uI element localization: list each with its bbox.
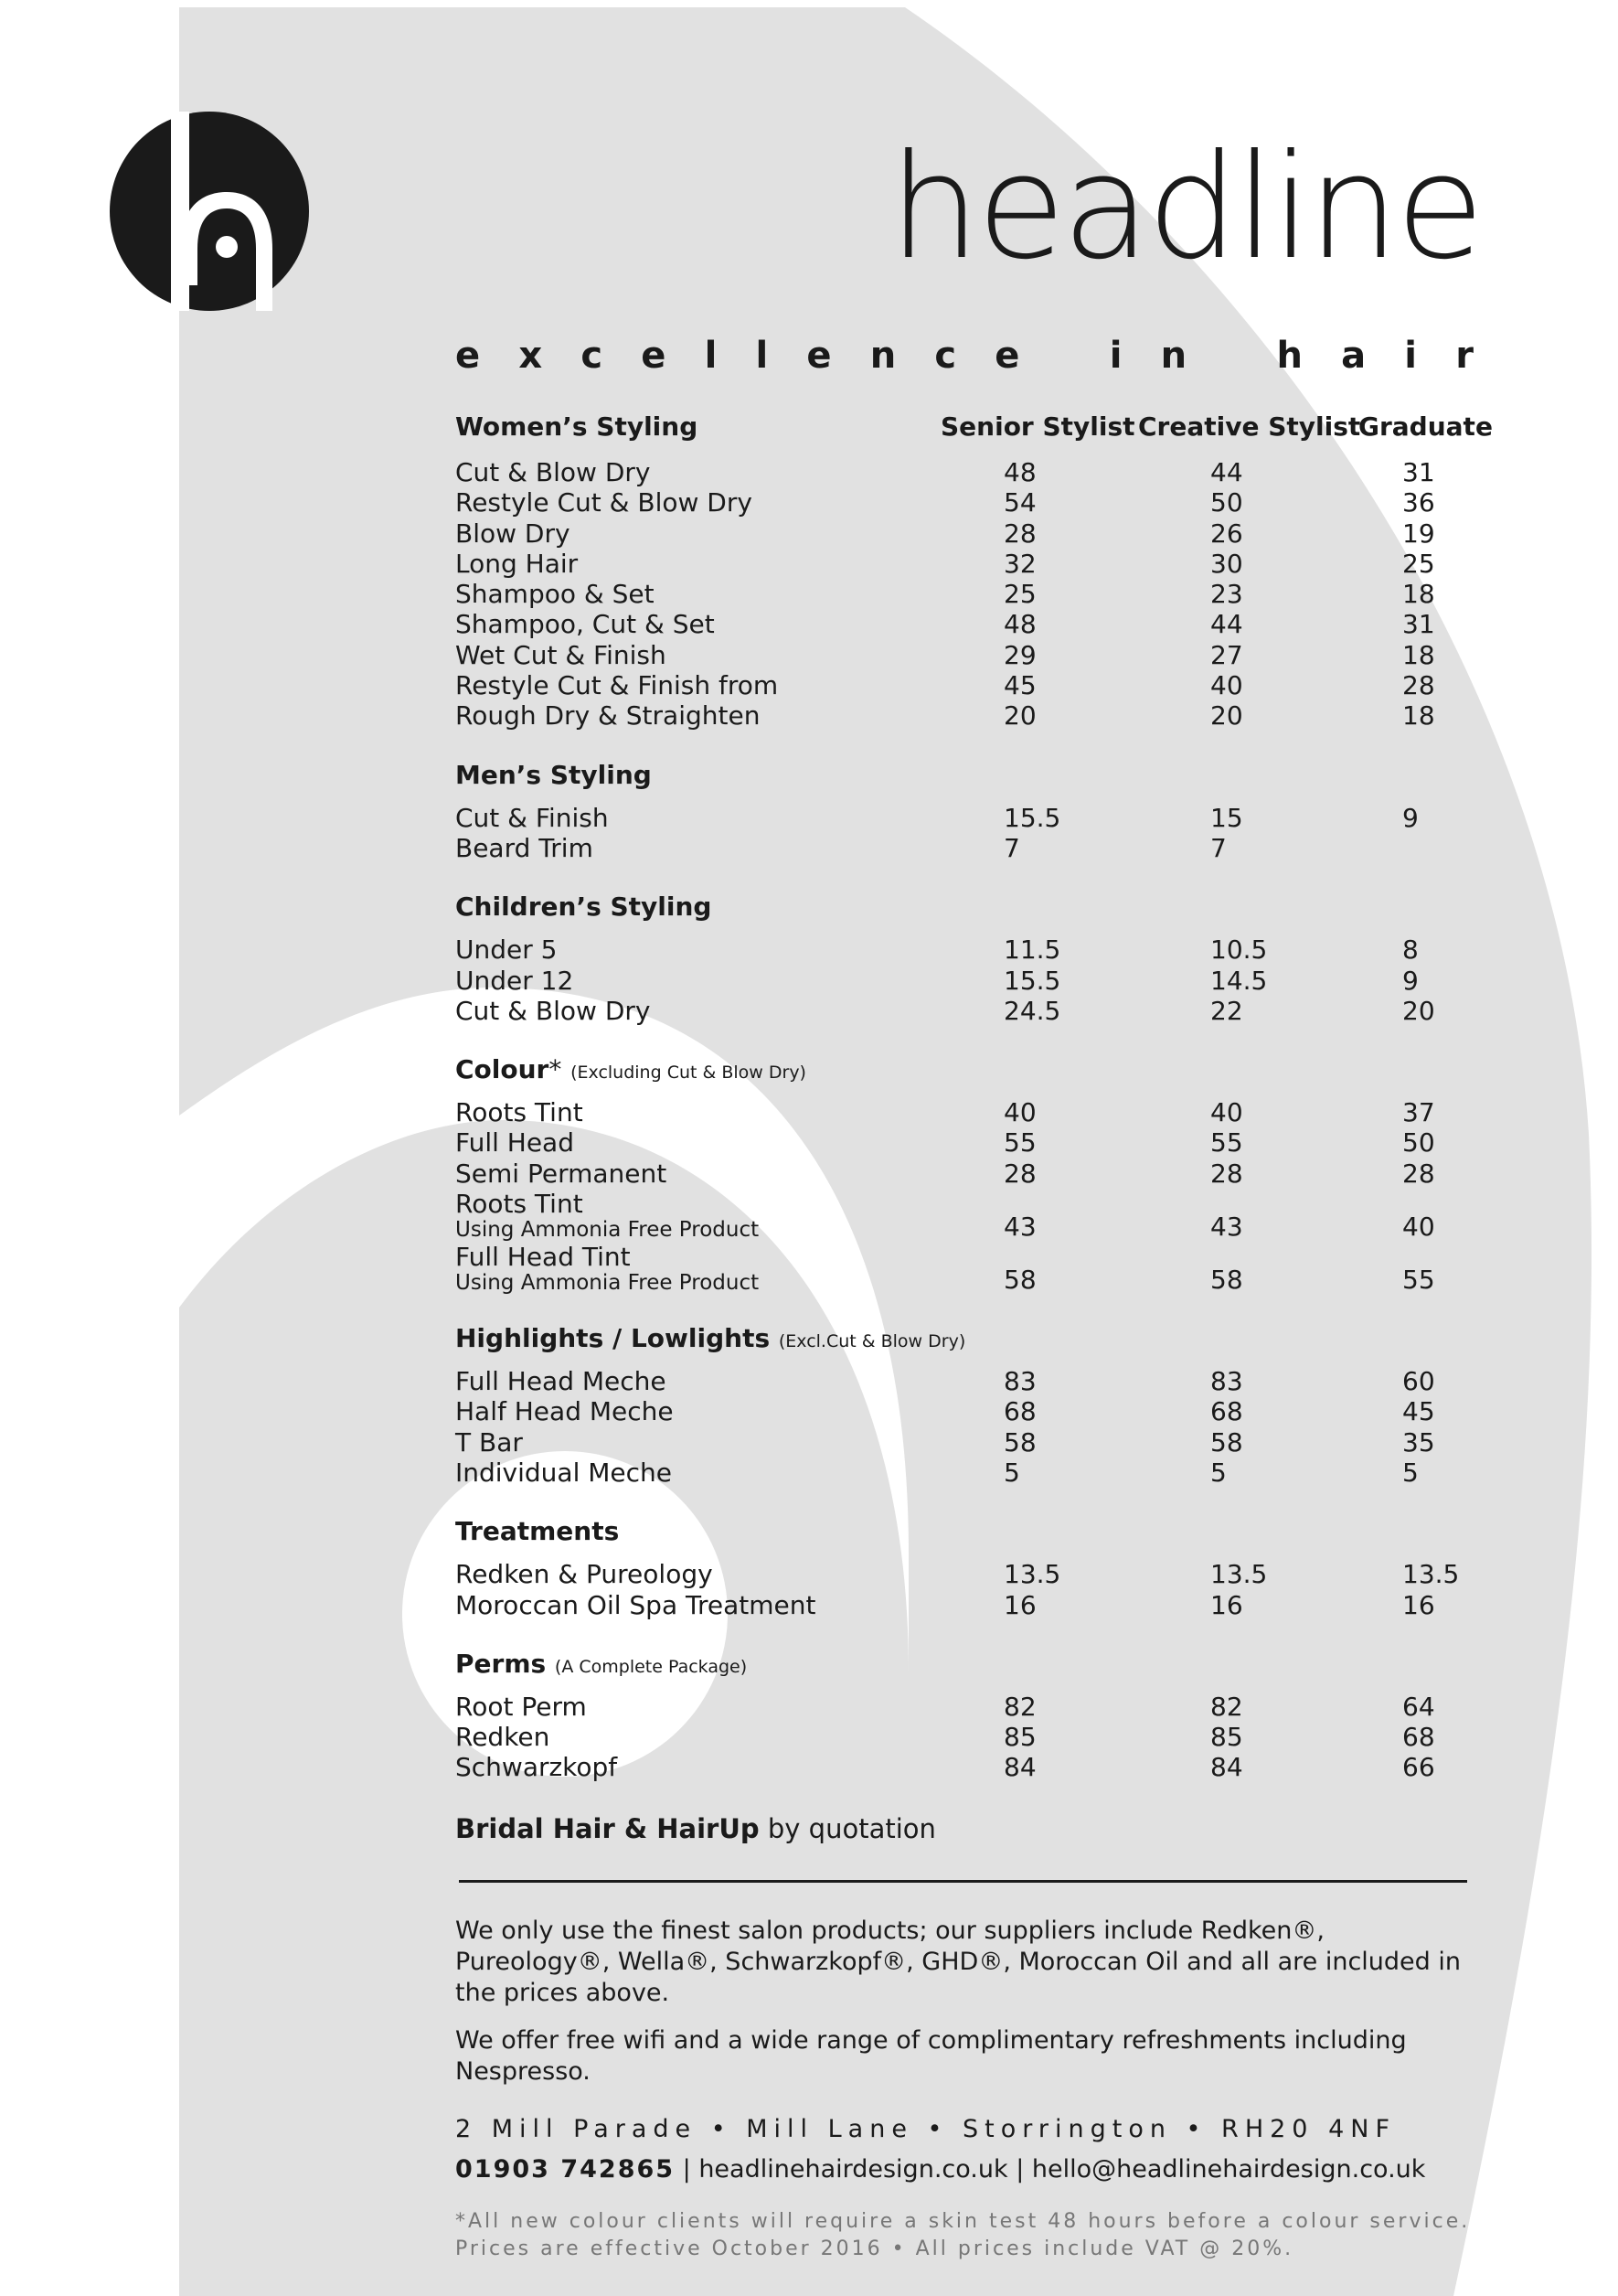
service-name-text: Half Head Meche (455, 1396, 674, 1427)
price-graduate: 35 (1402, 1426, 1435, 1458)
section-title-mens: Men’s Styling (455, 759, 652, 790)
colour-list (455, 1097, 1477, 1295)
phone-number: 01903 742865 (455, 2154, 676, 2184)
womens-header-row (455, 411, 1493, 446)
price-creative: 44 (1210, 609, 1243, 640)
service-name-text: Full Head Tint (455, 1242, 631, 1273)
price-senior: 24.5 (1004, 995, 1061, 1026)
service-name (455, 1559, 713, 1589)
section-heading-colour (455, 1053, 1477, 1086)
price-senior: 13.5 (1004, 1559, 1061, 1590)
colour-section (455, 1053, 1477, 1295)
mens-styling-list (455, 803, 1477, 864)
service-name (455, 1127, 574, 1158)
price-creative: 83 (1210, 1366, 1243, 1397)
price-row (455, 579, 1477, 609)
service-name-text: Full Head Meche (455, 1366, 666, 1397)
price-creative: 58 (1210, 1265, 1243, 1296)
treatments-list (455, 1559, 1477, 1620)
price-senior: 45 (1004, 670, 1037, 701)
mens-section (455, 759, 1477, 864)
section-heading-perms (455, 1648, 1477, 1681)
service-name (455, 1097, 583, 1127)
price-creative: 40 (1210, 1097, 1243, 1128)
price-creative: 50 (1210, 487, 1243, 518)
divider (459, 1880, 1467, 1883)
price-senior: 84 (1004, 1752, 1037, 1783)
service-name (455, 1590, 816, 1620)
price-creative: 13.5 (1210, 1559, 1268, 1590)
price-row (455, 996, 1477, 1026)
fine-print-skin-test: *All new colour clients will require a skin test 48 hours before a colour service. (455, 2209, 1471, 2233)
tagline-letter: h (1276, 335, 1303, 377)
service-name (455, 996, 650, 1026)
service-name-text: Long Hair (455, 548, 579, 579)
service-name-text: T Bar (455, 1426, 523, 1458)
section-title-colour: Colour (455, 1054, 549, 1085)
service-name (455, 579, 655, 609)
price-graduate: 13.5 (1402, 1559, 1460, 1590)
price-graduate: 16 (1402, 1589, 1435, 1620)
column-creative-stylist: Creative Stylist (1138, 411, 1361, 442)
price-creative: 43 (1210, 1212, 1243, 1243)
fine-print-prices: Prices are effective October 2016 • All prices include VAT @ 20%. (455, 2237, 1294, 2260)
price-row (455, 640, 1477, 670)
service-name-text: Moroccan Oil Spa Treatment (455, 1589, 816, 1620)
price-senior: 28 (1004, 518, 1037, 549)
contact-line (455, 2153, 1477, 2186)
bridal-text: by quotation (767, 1812, 936, 1844)
service-name (455, 640, 666, 670)
service-name-text: Schwarzkopf (455, 1752, 618, 1783)
price-graduate: 28 (1402, 1158, 1435, 1189)
price-row (455, 1590, 1477, 1620)
tagline-letter: l (755, 335, 769, 377)
service-note: Using Ammonia Free Product (455, 1271, 760, 1296)
price-row (455, 1458, 1477, 1488)
price-row (455, 670, 1477, 700)
price-graduate: 37 (1402, 1097, 1435, 1128)
price-creative: 68 (1210, 1396, 1243, 1427)
price-creative: 40 (1210, 670, 1243, 701)
price-creative: 58 (1210, 1426, 1243, 1458)
service-name-text: Shampoo & Set (455, 579, 655, 610)
price-graduate: 20 (1402, 995, 1435, 1026)
tagline-letter: i (1109, 335, 1123, 377)
tagline-letter: a (1341, 335, 1367, 377)
price-senior: 7 (1004, 832, 1020, 863)
price-creative: 44 (1210, 457, 1243, 487)
price-row (455, 518, 1477, 549)
price-row (455, 1127, 1477, 1158)
price-row (455, 833, 1477, 863)
price-graduate: 66 (1402, 1752, 1435, 1783)
price-graduate: 60 (1402, 1366, 1435, 1397)
service-name-text: Semi Permanent (455, 1158, 667, 1189)
highlights-note: (Excl.Cut & Blow Dry) (778, 1331, 966, 1352)
price-creative: 30 (1210, 548, 1243, 579)
price-row (455, 700, 1477, 731)
perms-note: (A Complete Package) (554, 1656, 748, 1677)
price-graduate: 64 (1402, 1691, 1435, 1722)
service-name (455, 1396, 674, 1426)
service-name (455, 1242, 759, 1294)
price-senior: 43 (1004, 1212, 1037, 1243)
price-row (455, 1752, 1477, 1782)
price-creative: 16 (1210, 1589, 1243, 1620)
price-row (455, 457, 1477, 487)
tagline-letter: l (704, 335, 718, 377)
price-row (455, 1366, 1477, 1396)
price-graduate: 55 (1402, 1265, 1435, 1296)
childrens-section (455, 891, 1477, 1026)
service-name (455, 609, 715, 639)
service-name (455, 518, 570, 549)
address: 2 Mill Parade • Mill Lane • Storrington • RH20 4NF (455, 2114, 1396, 2143)
price-row (455, 1097, 1477, 1127)
service-name-text: Restyle Cut & Blow Dry (455, 487, 752, 518)
tagline-letter: x (518, 335, 543, 377)
price-creative: 14.5 (1210, 965, 1268, 996)
price-senior: 25 (1004, 579, 1037, 610)
section-title-childrens: Children’s Styling (455, 892, 712, 923)
price-creative: 82 (1210, 1691, 1243, 1722)
web-and-email: | headlinehairdesign.co.uk | hello@headlinehairdesign.co.uk (675, 2154, 1426, 2184)
price-creative: 55 (1210, 1127, 1243, 1159)
column-senior-stylist: Senior Stylist (941, 411, 1135, 442)
fine-print (455, 2208, 1477, 2263)
price-creative: 22 (1210, 995, 1243, 1026)
service-name (455, 457, 650, 487)
price-senior: 83 (1004, 1366, 1037, 1397)
price-creative: 85 (1210, 1722, 1243, 1753)
service-name (455, 1722, 549, 1752)
price-graduate: 28 (1402, 670, 1435, 701)
service-name-text: Individual Meche (455, 1457, 673, 1488)
price-row (455, 1242, 1477, 1295)
tagline-letter: r (1455, 335, 1474, 377)
price-creative: 26 (1210, 518, 1243, 549)
service-name-text: Shampoo, Cut & Set (455, 609, 715, 640)
service-name-text: Under 12 (455, 965, 574, 996)
price-row (455, 934, 1477, 965)
wifi-paragraph: We offer free wifi and a wide range of complimentary refreshments including Nespresso. (455, 2025, 1407, 2086)
section-heading-highlights (455, 1322, 1477, 1355)
price-row (455, 1396, 1477, 1426)
price-senior: 5 (1004, 1457, 1020, 1488)
price-senior: 40 (1004, 1097, 1037, 1128)
tagline-letter: e (641, 335, 666, 377)
price-creative: 7 (1210, 832, 1227, 863)
price-graduate: 9 (1402, 802, 1419, 833)
service-name (455, 670, 778, 700)
price-row (455, 487, 1477, 518)
price-graduate: 18 (1402, 639, 1435, 670)
price-creative: 20 (1210, 700, 1243, 732)
price-senior: 11.5 (1004, 934, 1061, 966)
service-name (455, 1366, 666, 1396)
price-row (455, 803, 1477, 833)
highlights-section (455, 1322, 1477, 1488)
tagline (455, 335, 1474, 377)
service-name-text: Root Perm (455, 1691, 587, 1722)
service-name (455, 549, 578, 579)
section-title-highlights: Highlights / Lowlights (455, 1323, 771, 1354)
service-name (455, 934, 557, 965)
price-graduate: 50 (1402, 1127, 1435, 1159)
price-graduate: 45 (1402, 1396, 1435, 1427)
price-senior: 15.5 (1004, 965, 1061, 996)
service-name (455, 487, 752, 518)
service-name-text: Beard Trim (455, 832, 593, 863)
price-graduate: 8 (1402, 934, 1419, 966)
price-row (455, 966, 1477, 996)
service-name (455, 966, 573, 996)
price-senior: 48 (1004, 609, 1037, 640)
bridal-title: Bridal Hair & HairUp (455, 1812, 760, 1844)
price-senior: 58 (1004, 1426, 1037, 1458)
price-row (455, 1559, 1477, 1589)
price-row (455, 1159, 1477, 1189)
service-name-text: Redken & Pureology (455, 1559, 713, 1590)
service-name-text: Wet Cut & Finish (455, 639, 666, 670)
bridal-line (455, 1810, 1477, 1847)
service-name (455, 700, 760, 731)
section-title-perms: Perms (455, 1648, 547, 1679)
tagline-letter: e (806, 335, 832, 377)
price-senior: 32 (1004, 548, 1037, 579)
tagline-letter: i (1404, 335, 1418, 377)
price-row (455, 1427, 1477, 1458)
price-graduate: 25 (1402, 548, 1435, 579)
section-title-womens: Women’s Styling (455, 411, 698, 442)
brand-name: headline (889, 123, 1481, 292)
price-senior: 54 (1004, 487, 1037, 518)
price-graduate: 9 (1402, 965, 1419, 996)
price-senior: 28 (1004, 1158, 1037, 1189)
price-senior: 82 (1004, 1691, 1037, 1722)
service-name (455, 1189, 759, 1241)
price-row (455, 549, 1477, 579)
tagline-letter: n (1160, 335, 1187, 377)
service-name-text: Cut & Finish (455, 802, 609, 833)
price-graduate: 18 (1402, 579, 1435, 610)
price-creative: 15 (1210, 802, 1243, 833)
price-creative: 27 (1210, 639, 1243, 670)
price-senior: 16 (1004, 1589, 1037, 1620)
price-graduate: 31 (1402, 457, 1435, 487)
service-name-text: Roots Tint (455, 1189, 583, 1220)
headline-logo-icon (110, 112, 309, 311)
childrens-styling-list (455, 934, 1477, 1026)
service-name (455, 1752, 617, 1782)
price-senior: 29 (1004, 639, 1037, 670)
service-name (455, 1159, 666, 1189)
price-creative: 84 (1210, 1752, 1243, 1783)
price-creative: 23 (1210, 579, 1243, 610)
service-name (455, 1427, 523, 1458)
service-note: Using Ammonia Free Product (455, 1218, 760, 1243)
colour-note: (Excluding Cut & Blow Dry) (570, 1063, 806, 1084)
price-row (455, 1189, 1477, 1242)
price-senior: 48 (1004, 457, 1037, 487)
tagline-letter: n (869, 335, 897, 377)
service-name (455, 1458, 672, 1488)
service-name-text: Cut & Blow Dry (455, 995, 651, 1026)
price-senior: 58 (1004, 1265, 1037, 1296)
service-name-text: Roots Tint (455, 1097, 583, 1128)
price-graduate: 40 (1402, 1212, 1435, 1243)
price-row (455, 1692, 1477, 1722)
price-creative: 10.5 (1210, 934, 1268, 966)
service-name-text: Under 5 (455, 934, 558, 966)
perms-section (455, 1648, 1477, 1783)
section-title-treatments: Treatments (455, 1516, 620, 1547)
tagline-letter: c (934, 335, 957, 377)
column-graduate: Graduate (1358, 411, 1493, 442)
price-graduate: 68 (1402, 1722, 1435, 1753)
price-creative: 5 (1210, 1457, 1227, 1488)
tagline-letter (1059, 335, 1071, 377)
highlights-list (455, 1366, 1477, 1488)
treatments-section (455, 1515, 1477, 1620)
price-graduate: 36 (1402, 487, 1435, 518)
service-name-text: Cut & Blow Dry (455, 457, 651, 487)
perms-list (455, 1692, 1477, 1783)
price-row (455, 1722, 1477, 1752)
price-graduate: 31 (1402, 609, 1435, 640)
price-senior: 68 (1004, 1396, 1037, 1427)
tagline-letter (1225, 335, 1238, 377)
womens-styling-list (455, 457, 1477, 732)
price-creative: 28 (1210, 1158, 1243, 1189)
service-name (455, 833, 593, 863)
price-graduate: 18 (1402, 700, 1435, 732)
tagline-letter: c (580, 335, 603, 377)
products-paragraph: We only use the finest salon products; our suppliers include Redken®, Pureology®, Wella®, Schwarzkopf®, GHD®, Moroccan Oil and all are included in the prices above. (455, 1916, 1461, 2007)
service-name-text: Restyle Cut & Finish from (455, 670, 779, 701)
service-name-text: Full Head (455, 1127, 574, 1159)
price-row (455, 609, 1477, 639)
service-name (455, 803, 609, 833)
price-senior: 85 (1004, 1722, 1037, 1753)
price-list (455, 411, 1493, 2263)
colour-asterisk: * (548, 1054, 562, 1085)
service-name-text: Blow Dry (455, 518, 570, 549)
price-senior: 20 (1004, 700, 1037, 732)
price-graduate: 5 (1402, 1457, 1419, 1488)
tagline-letter: e (995, 335, 1020, 377)
price-senior: 55 (1004, 1127, 1037, 1159)
service-name-text: Rough Dry & Straighten (455, 700, 761, 732)
tagline-letter: e (455, 335, 481, 377)
price-graduate: 19 (1402, 518, 1435, 549)
service-name-text: Redken (455, 1722, 550, 1753)
price-senior: 15.5 (1004, 802, 1061, 833)
service-name (455, 1692, 587, 1722)
